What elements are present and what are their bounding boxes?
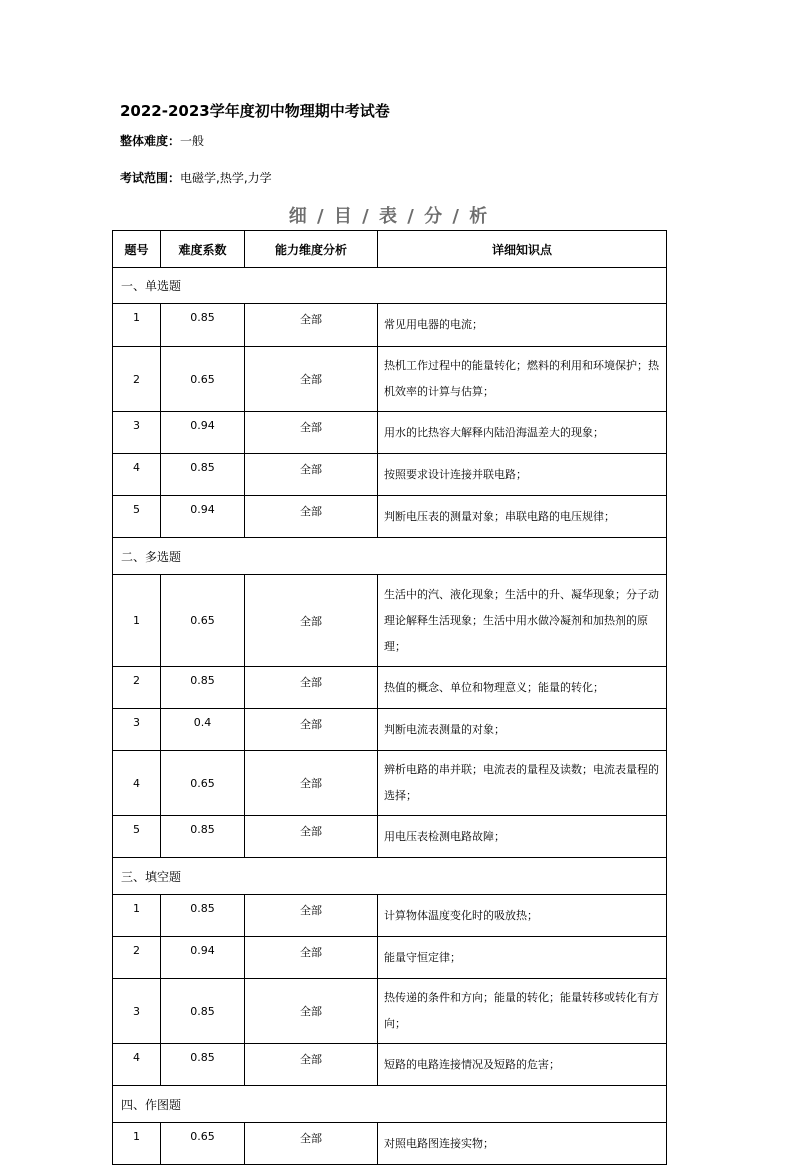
breakdown-table <box>112 230 667 1165</box>
cell-knowledge: 辨析电路的串并联；电流表的量程及读数；电流表量程的选择； <box>378 751 667 816</box>
table-row <box>113 347 667 412</box>
cell-question-no: 4 <box>113 454 161 496</box>
cell-knowledge: 计算物体温度变化时的吸放热； <box>378 895 667 937</box>
cell-ability: 全部 <box>245 895 378 937</box>
cell-ability: 全部 <box>245 1044 378 1086</box>
cell-difficulty: 0.65 <box>161 1123 245 1165</box>
cell-ability: 全部 <box>245 816 378 858</box>
table-row <box>113 895 667 937</box>
cell-difficulty: 0.94 <box>161 937 245 979</box>
cell-knowledge: 常见用电器的电流； <box>378 304 667 347</box>
table-row <box>113 412 667 454</box>
section-row <box>113 858 667 895</box>
difficulty-value: 一般 <box>180 134 205 148</box>
cell-question-no: 1 <box>113 1123 161 1165</box>
cell-ability: 全部 <box>245 709 378 751</box>
cell-question-no: 4 <box>113 751 161 816</box>
table-row <box>113 575 667 667</box>
scope-label: 考试范围： <box>120 171 181 185</box>
page-title: 2022-2023学年度初中物理期中考试卷 <box>120 102 390 120</box>
cell-ability: 全部 <box>245 1123 378 1165</box>
cell-ability: 全部 <box>245 496 378 538</box>
table-row <box>113 751 667 816</box>
scope-value: 电磁学,热学,力学 <box>180 171 272 185</box>
cell-knowledge: 按照要求设计连接并联电路； <box>378 454 667 496</box>
section-name: 三、填空题 <box>113 858 667 895</box>
cell-question-no: 5 <box>113 496 161 538</box>
cell-knowledge: 热机工作过程中的能量转化；燃料的利用和环境保护；热机效率的计算与估算； <box>378 347 667 412</box>
cell-difficulty: 0.85 <box>161 304 245 347</box>
cell-difficulty: 0.65 <box>161 751 245 816</box>
cell-ability: 全部 <box>245 575 378 667</box>
header-knowledge: 详细知识点 <box>378 231 667 268</box>
table-row <box>113 1123 667 1165</box>
table-row <box>113 937 667 979</box>
table-row <box>113 979 667 1044</box>
section-row <box>113 1086 667 1123</box>
difficulty-label: 整体难度： <box>120 134 181 148</box>
cell-question-no: 2 <box>113 347 161 412</box>
cell-ability: 全部 <box>245 751 378 816</box>
cell-ability: 全部 <box>245 667 378 709</box>
cell-difficulty: 0.94 <box>161 496 245 538</box>
difficulty-line <box>120 132 204 149</box>
cell-question-no: 1 <box>113 575 161 667</box>
cell-difficulty: 0.85 <box>161 1044 245 1086</box>
cell-question-no: 1 <box>113 304 161 347</box>
cell-knowledge: 用水的比热容大解释内陆沿海温差大的现象； <box>378 412 667 454</box>
cell-difficulty: 0.85 <box>161 895 245 937</box>
cell-ability: 全部 <box>245 412 378 454</box>
cell-knowledge: 判断电压表的测量对象；串联电路的电压规律； <box>378 496 667 538</box>
table-row <box>113 304 667 347</box>
cell-question-no: 4 <box>113 1044 161 1086</box>
cell-ability: 全部 <box>245 454 378 496</box>
cell-knowledge: 判断电流表测量的对象； <box>378 709 667 751</box>
section-row <box>113 268 667 304</box>
cell-knowledge: 短路的电路连接情况及短路的危害； <box>378 1044 667 1086</box>
cell-question-no: 2 <box>113 667 161 709</box>
cell-difficulty: 0.85 <box>161 979 245 1044</box>
cell-difficulty: 0.85 <box>161 667 245 709</box>
cell-question-no: 1 <box>113 895 161 937</box>
header-question-no: 题号 <box>113 231 161 268</box>
cell-question-no: 3 <box>113 979 161 1044</box>
section-heading: 细 / 目 / 表 / 分 / 析 <box>288 206 490 227</box>
cell-knowledge: 用电压表检测电路故障； <box>378 816 667 858</box>
cell-difficulty: 0.65 <box>161 347 245 412</box>
cell-knowledge: 热值的概念、单位和物理意义；能量的转化； <box>378 667 667 709</box>
cell-ability: 全部 <box>245 304 378 347</box>
section-name: 一、单选题 <box>113 268 667 304</box>
cell-ability: 全部 <box>245 347 378 412</box>
section-name: 四、作图题 <box>113 1086 667 1123</box>
cell-knowledge: 对照电路图连接实物； <box>378 1123 667 1165</box>
section-name: 二、多选题 <box>113 538 667 575</box>
scope-line <box>120 169 272 186</box>
cell-knowledge: 生活中的汽、液化现象；生活中的升、凝华现象；分子动理论解释生活现象；生活中用水做冷凝剂和加热剂的原理； <box>378 575 667 667</box>
table-header-row <box>113 231 667 268</box>
cell-ability: 全部 <box>245 937 378 979</box>
cell-question-no: 3 <box>113 709 161 751</box>
table-row <box>113 1044 667 1086</box>
cell-difficulty: 0.4 <box>161 709 245 751</box>
table-row <box>113 667 667 709</box>
table-row <box>113 454 667 496</box>
cell-difficulty: 0.85 <box>161 816 245 858</box>
cell-difficulty: 0.65 <box>161 575 245 667</box>
cell-question-no: 2 <box>113 937 161 979</box>
table-row <box>113 496 667 538</box>
cell-difficulty: 0.85 <box>161 454 245 496</box>
section-row <box>113 538 667 575</box>
cell-question-no: 5 <box>113 816 161 858</box>
table-row <box>113 816 667 858</box>
header-difficulty: 难度系数 <box>161 231 245 268</box>
cell-knowledge: 热传递的条件和方向；能量的转化；能量转移或转化有方向； <box>378 979 667 1044</box>
cell-ability: 全部 <box>245 979 378 1044</box>
cell-knowledge: 能量守恒定律； <box>378 937 667 979</box>
table-row <box>113 709 667 751</box>
header-ability: 能力维度分析 <box>245 231 378 268</box>
cell-question-no: 3 <box>113 412 161 454</box>
cell-difficulty: 0.94 <box>161 412 245 454</box>
